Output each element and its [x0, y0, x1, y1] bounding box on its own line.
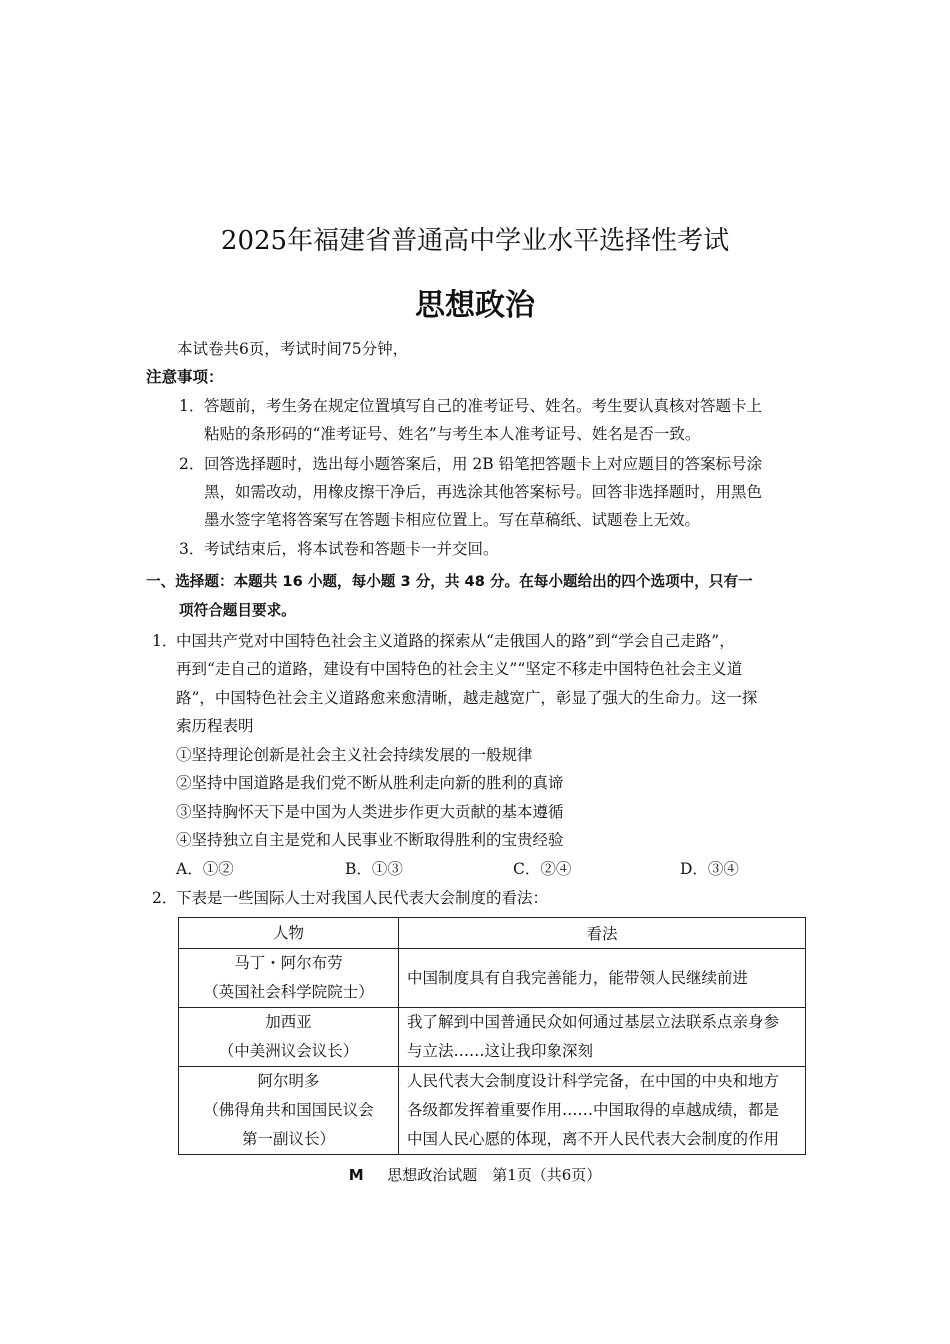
opinion-table — [178, 917, 806, 1155]
person-title: （中美洲议会议长） — [218, 1042, 359, 1060]
page-info: 思想政治试题 第1页（共6页） — [387, 1166, 602, 1184]
notice-item-line: 回答选择题时，选出每小题答案后，用 2B 铅笔把答题卡上对应题目的答案标号涂 — [204, 455, 763, 473]
statement: ②坚持中国道路是我们党不断从胜利走向新的胜利的真谛 — [176, 774, 564, 792]
section-heading: 一、选择题：本题共 16 小题，每小题 3 分，共 48 分。在每小题给出的四个选项中，只有一 — [146, 573, 753, 590]
notice-item-number: 3． — [179, 540, 205, 558]
view-cell — [399, 1067, 806, 1155]
table-row — [179, 1067, 806, 1155]
statement: ③坚持胸怀天下是中国为人类进步作更大贡献的基本遵循 — [176, 803, 564, 821]
column-header-person: 人物 — [179, 918, 399, 949]
question-number: 2． — [152, 889, 178, 907]
person-cell — [179, 949, 399, 1008]
table-row — [179, 949, 806, 1008]
option-c: C．②④ — [513, 860, 572, 878]
view-line: 人民代表大会制度设计科学完备，在中国的中央和地方 — [407, 1072, 780, 1090]
option-b: B．①③ — [345, 860, 403, 878]
person-name: 阿尔明多 — [257, 1072, 320, 1090]
notice-item-line: 答题前，考生务在规定位置填写自己的准考证号、姓名。考生要认真核对答题卡上 — [204, 397, 763, 415]
question-text: 下表是一些国际人士对我国人民代表大会制度的看法： — [176, 889, 549, 907]
person-title: 第一副议长） — [241, 1130, 335, 1148]
question-text: 路”，中国特色社会主义道路愈来愈清晰，越走越宽广，彰显了强大的生命力。这一探 — [176, 689, 758, 707]
intro-text: 本试卷共6页，考试时间75分钟， — [177, 340, 409, 358]
view-line: 各级都发挥着重要作用……中国取得的卓越成绩，都是 — [407, 1101, 780, 1119]
question-text: 中国共产党对中国特色社会主义道路的探索从“走俄国人的路”到“学会自己走路”， — [176, 632, 735, 650]
table-row — [179, 1008, 806, 1067]
view-line: 与立法……这让我印象深刻 — [407, 1042, 594, 1060]
notice-item-line: 考试结束后，将本试卷和答题卡一并交回。 — [204, 540, 499, 558]
notice-item-number: 1． — [179, 397, 205, 415]
notice-item-line: 黑，如需改动，用橡皮擦干净后，再选涂其他答案标号。回答非选择题时，用黑色 — [204, 483, 763, 501]
view-cell — [399, 949, 806, 1008]
subject-title: 思想政治 — [415, 288, 535, 323]
person-title: （佛得角共和国国民议会 — [203, 1101, 374, 1119]
paper-code: M — [348, 1166, 364, 1184]
table-header-row — [179, 918, 806, 949]
person-cell — [179, 1008, 399, 1067]
option-a: A．①② — [176, 860, 234, 878]
notice-item-line: 墨水签字笔将答案写在答题卡相应位置上。写在草稿纸、试题卷上无效。 — [204, 511, 701, 529]
view-line: 我了解到中国普通民众如何通过基层立法联系点亲身参 — [407, 1013, 780, 1031]
exam-title: 2025年福建省普通高中学业水平选择性考试 — [220, 226, 730, 256]
person-name: 加西亚 — [265, 1013, 312, 1031]
person-title: （英国社会科学院院士） — [203, 983, 374, 1001]
column-header-view: 看法 — [399, 918, 806, 949]
view-line: 中国制度具有自我完善能力，能带领人民继续前进 — [407, 968, 749, 987]
view-line: 中国人民心愿的体现，离不开人民代表大会制度的作用 — [407, 1130, 780, 1148]
statement: ①坚持理论创新是社会主义社会持续发展的一般规律 — [176, 746, 533, 764]
page-footer — [0, 1164, 950, 1185]
person-name: 马丁・阿尔布劳 — [234, 954, 343, 972]
section-heading-cont: 项符合题目要求。 — [179, 602, 296, 619]
notice-heading: 注意事项： — [146, 368, 224, 386]
view-cell — [399, 1008, 806, 1067]
question-text: 再到“走自己的道路，建设有中国特色的社会主义”“坚定不移走中国特色社会主义道 — [176, 660, 743, 678]
statement: ④坚持独立自主是党和人民事业不断取得胜利的宝贵经验 — [176, 831, 564, 849]
notice-item-number: 2． — [179, 455, 205, 473]
person-cell — [179, 1067, 399, 1155]
notice-item-line: 粘贴的条形码的“准考证号、姓名”与考生本人准考证号、姓名是否一致。 — [204, 425, 701, 443]
question-text: 索历程表明 — [176, 717, 254, 735]
question-number: 1． — [152, 632, 178, 650]
option-d: D．③④ — [680, 860, 739, 878]
